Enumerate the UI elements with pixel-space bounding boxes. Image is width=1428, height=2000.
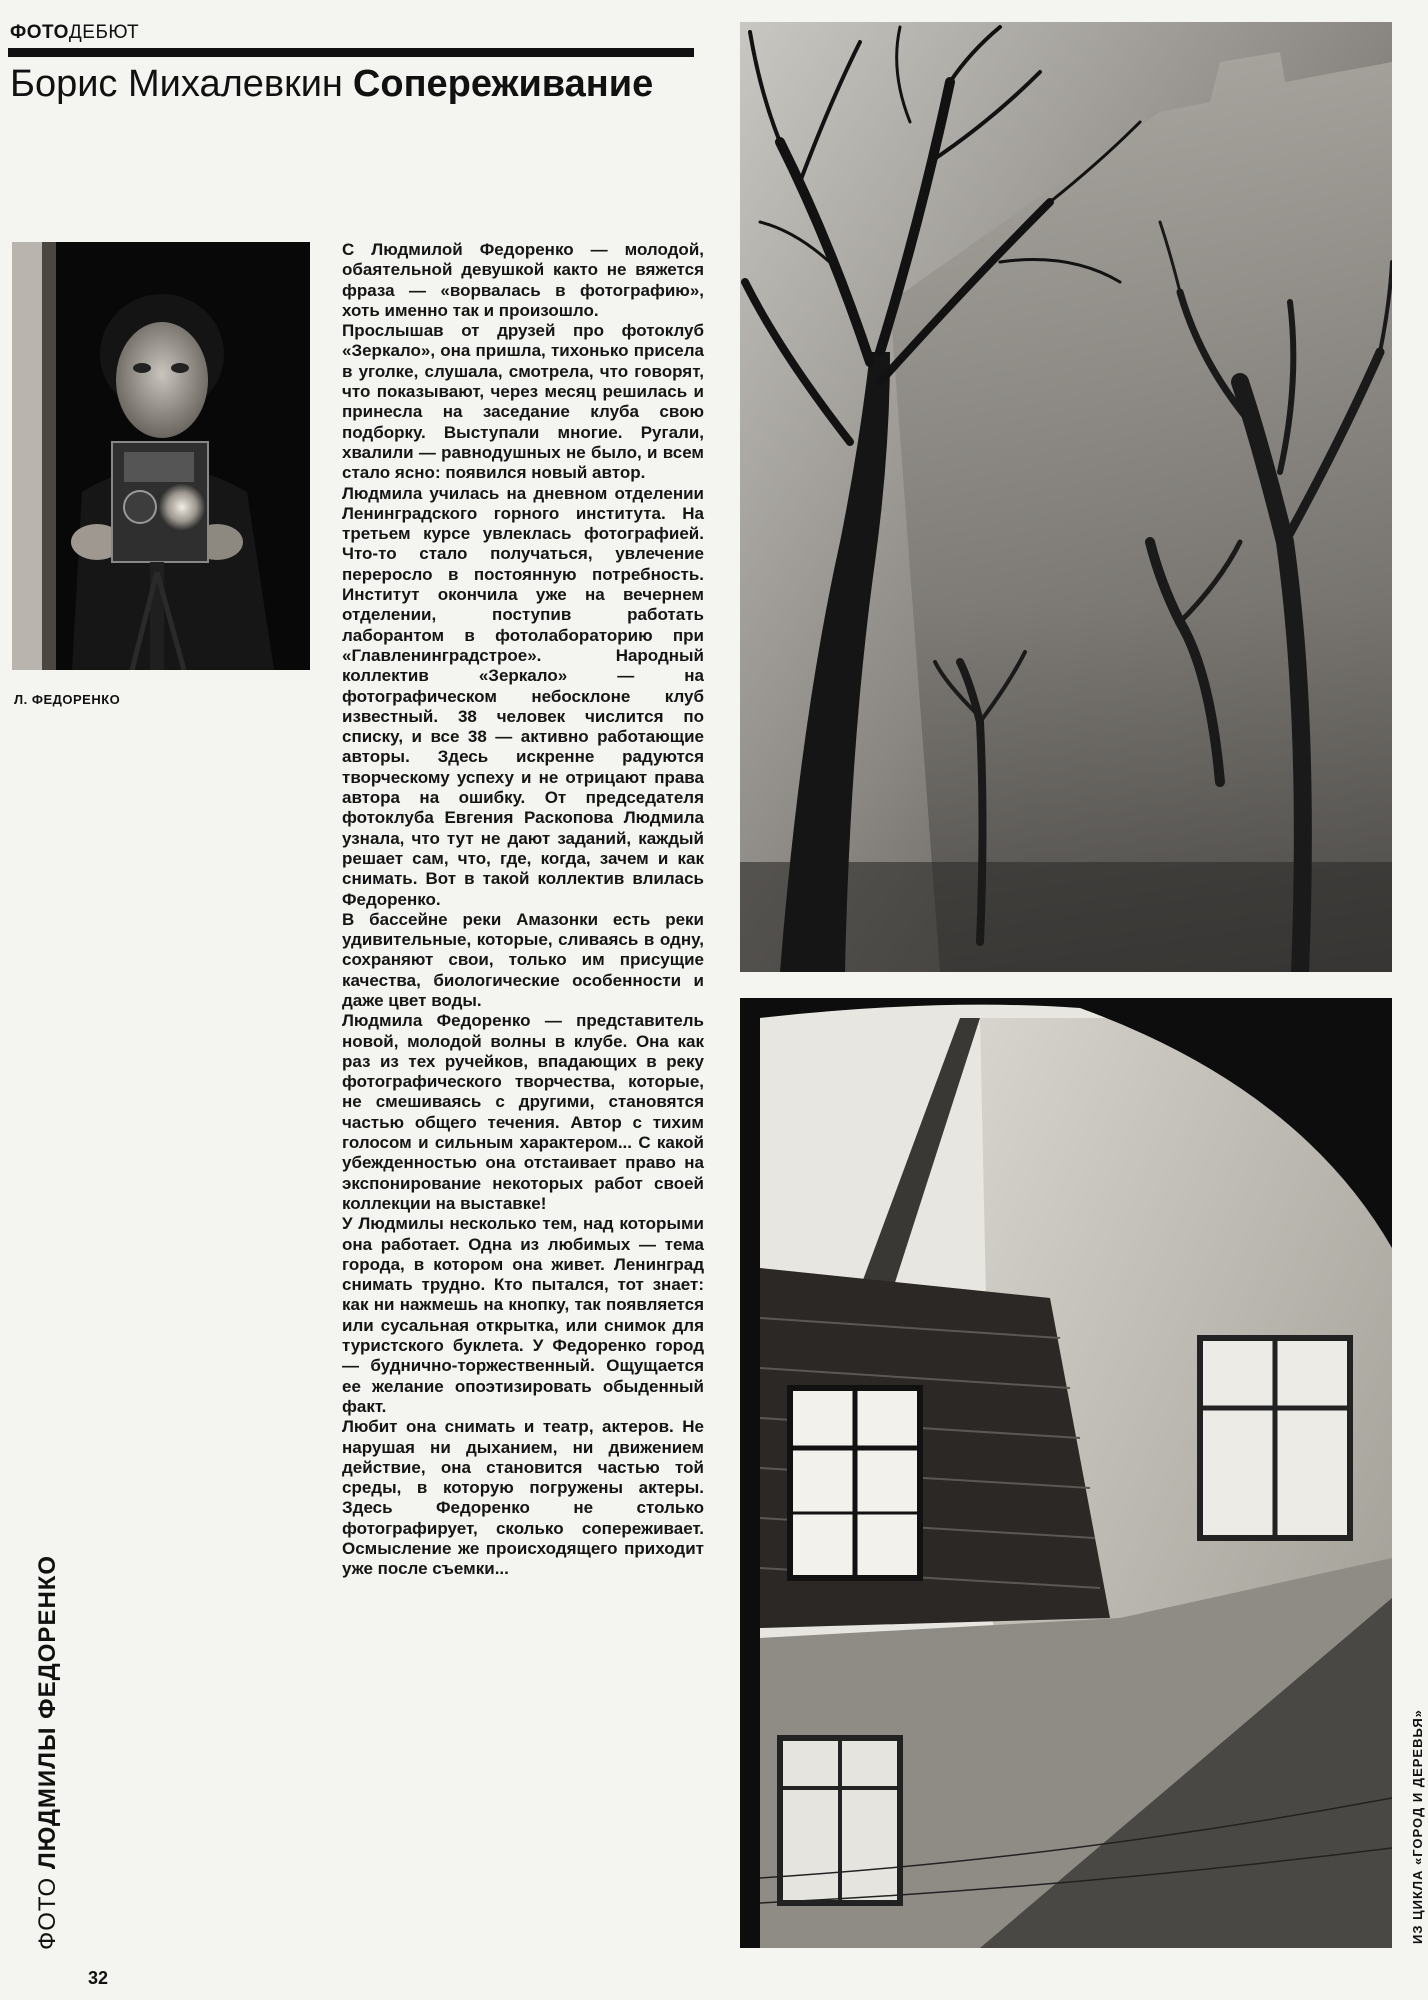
paragraph: Людмила училась на дневном отделении Ленинградского горного института. На третьем курсе увлеклась фотографией. Что-то стало получаться, увлечение переросло в постоянную потребность. Институт окончила уже на вечернем отделении, поступив работать лаборантом в фотолабораторию при «Главленинградстрое». Народный коллектив «Зеркало» — на фотографическом небосклоне клуб известный. 38 человек числится по списку, и все 38 — активно работающие авторы. Здесь искренне радуются творческому успеху и не отрицают права автора на ошибку. От председателя фотоклуба Евгения Раскопова Людмила узнала, что тут не дают заданий, каждый решает сам, что, где, когда, зачем и как снимать. Вот в такой коллектив влилась Федоренко.	[342, 483, 704, 909]
rubric-regular: ДЕБЮТ	[68, 22, 140, 43]
paragraph: Прослышав от друзей про фотоклуб «Зеркало», она пришла, тихонько присела в уголке, слушала, смотрела, что говорят, что показывают, через месяц решилась и принесла на заседание клуба свою подборку. Выступали многие. Ругали, хвалили — равнодушных не было, и всем стало ясно: появился новый автор.	[342, 321, 704, 483]
trees-image	[740, 22, 1392, 972]
article-title: Сопереживание	[352, 63, 654, 105]
headline	[10, 60, 653, 108]
article-body	[342, 240, 704, 1580]
header-rule	[8, 48, 694, 57]
photo-credit	[34, 1555, 62, 1950]
portrait-photo	[12, 242, 310, 670]
photo-houses	[740, 998, 1392, 1948]
paragraph: Любит она снимать и театр, актеров. Не нарушая ни дыханием, ни движением действие, она становится частью той среды, в которую погружены актеры. Здесь Федоренко не столько фотографирует, сколько сопереживает. Осмысление же происходящего приходит уже после съемки...	[342, 1417, 704, 1579]
page-number: 32	[88, 1968, 109, 1988]
section-rubric	[10, 22, 139, 44]
series-caption: ИЗ ЦИКЛА «ГОРОД И ДЕРЕВЬЯ»	[1410, 1709, 1425, 1944]
portrait-caption: Л. ФЕДОРЕНКО	[14, 692, 121, 707]
paragraph: С Людмилой Федоренко — молодой, обаятельной девушкой както не вяжется фраза — «ворвалась в фотографию», хоть именно так и произошло.	[342, 240, 704, 320]
photo-trees	[740, 22, 1392, 972]
credit-name: ЛЮДМИЛЫ ФЕДОРЕНКО	[34, 1554, 61, 1870]
paragraph: Людмила Федоренко — представитель новой, молодой волны в клубе. Она как раз из тех ручейков, впадающих в реку фотографического творчества, которые, не смешиваясь с другими, становятся частью общего течения. Автор с тихим голосом и сильным характером... С какой убежденностью она отстаивает право на экспонирование некоторых работ своей коллекции на выставке!	[342, 1011, 704, 1213]
credit-prefix: ФОТО	[34, 1876, 61, 1950]
article-author: Борис Михалевкин	[10, 63, 343, 105]
paragraph: У Людмилы несколько тем, над которыми она работает. Одна из любимых — тема города, в котором она живет. Ленинград снимать трудно. Кто пытался, тот знает: как ни нажмешь на кнопку, так появляется или сусальная открытка, или снимок для туристского буклета. У Федоренко город — буднично-торжественный. Ощущается ее желание опоэтизировать обыденный факт.	[342, 1214, 704, 1416]
rubric-bold: ФОТО	[10, 22, 69, 43]
portrait-image	[12, 242, 310, 670]
houses-image	[740, 998, 1392, 1948]
paragraph: В бассейне реки Амазонки есть реки удивительные, которые, сливаясь в одну, сохраняют свои, только им присущие качества, биологические особенности и даже цвет воды.	[342, 909, 704, 1010]
